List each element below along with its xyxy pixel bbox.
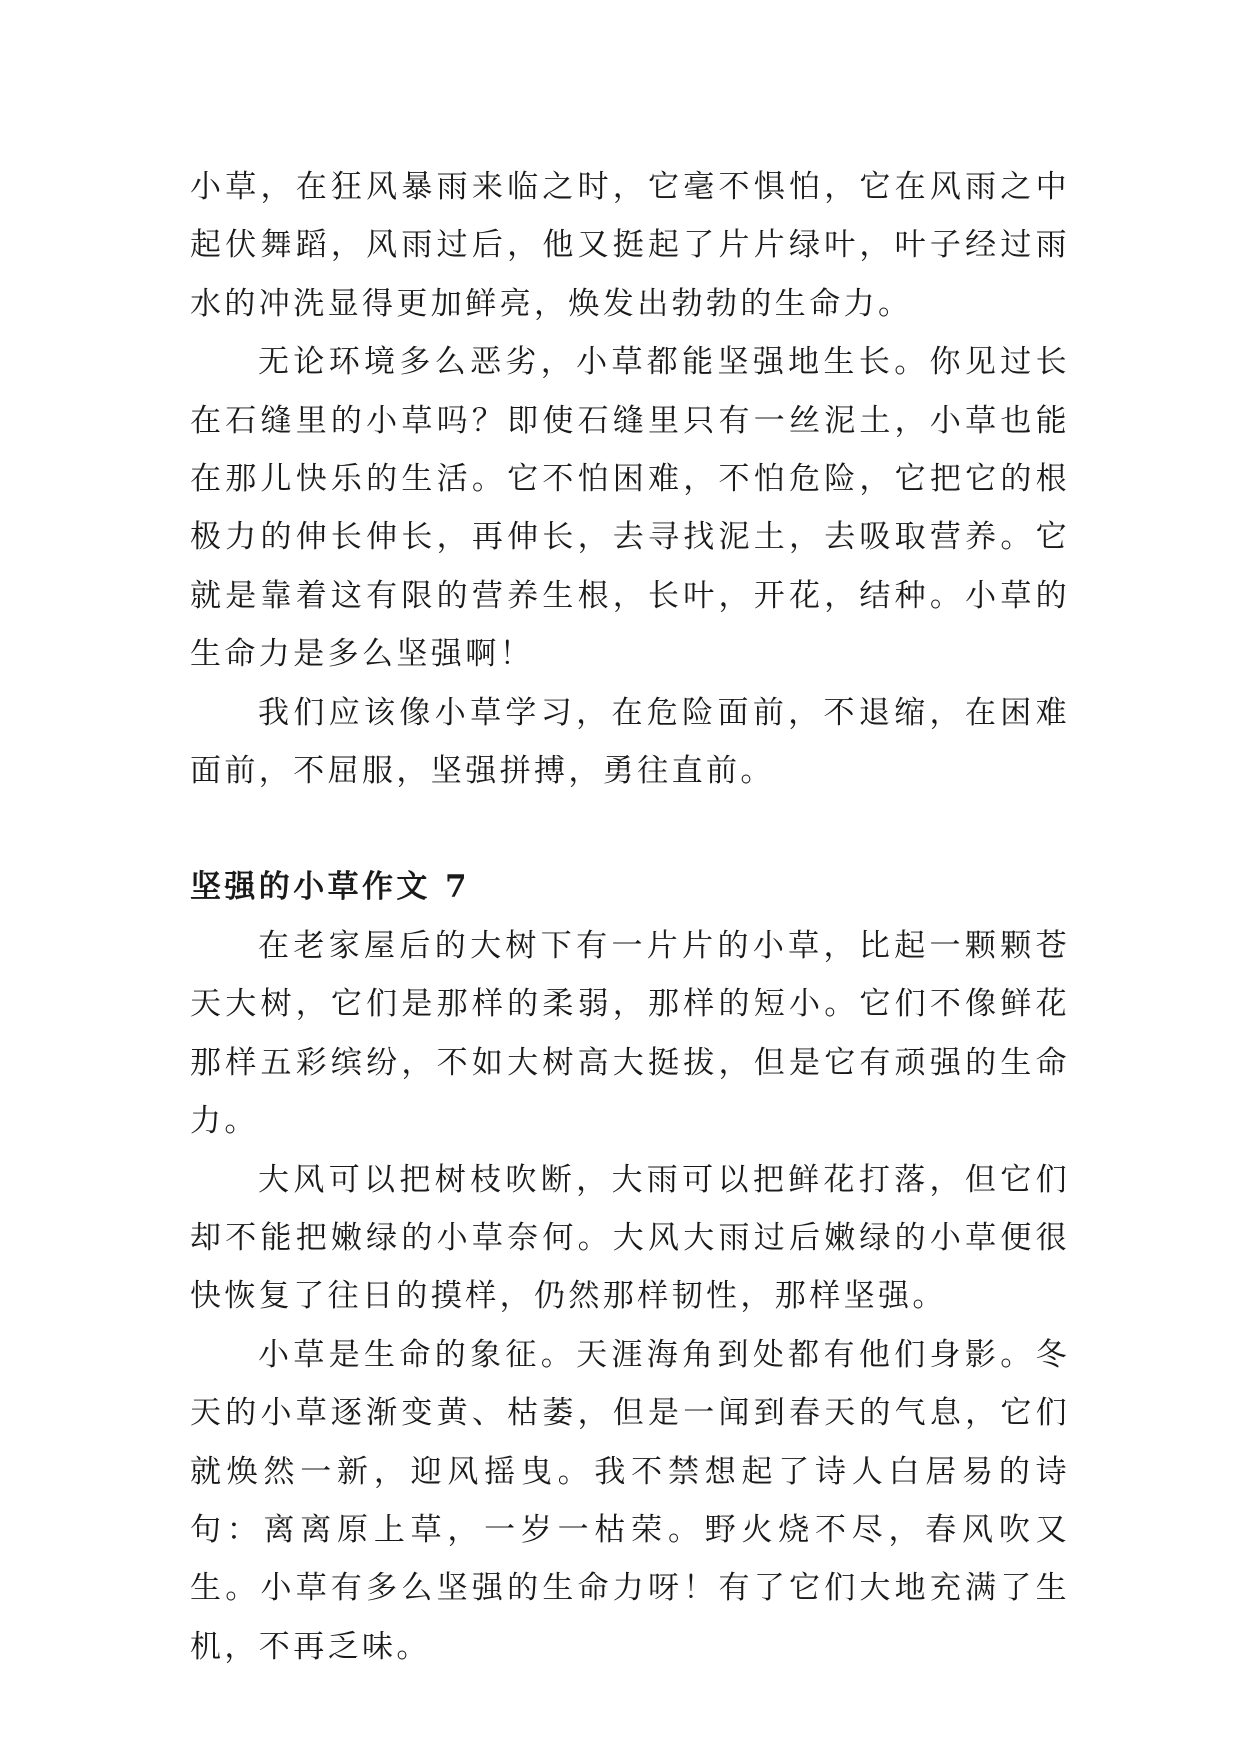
paragraph: 无论环境多么恶劣，小草都能坚强地生长。你见过长在石缝里的小草吗？即使石缝里只有一丝泥土，小草也能在那儿快乐的生活。它不怕困难，不怕危险，它把它的根极力的伸长伸长，再伸长，去寻找泥土，去吸取营养。它就是靠着这有限的营养生根，长叶，开花，结种。小草的生命力是多么坚强啊！ (190, 344, 1070, 673)
paragraph: 小草是生命的象征。天涯海角到处都有他们身影。冬天的小草逐渐变黄、枯萎，但是一闻到春天的气息，它们就焕然一新，迎风摇曳。我不禁想起了诗人白居易的诗句：离离原上草，一岁一枯荣。野火烧不尽，春风吹又生。小草有多么坚强的生命力呀！有了它们大地充满了生机，不再乏味。 (190, 1336, 1070, 1665)
section-heading: 坚强的小草作文 7 (190, 869, 470, 906)
paragraph: 我们应该像小草学习，在危险面前，不退缩，在困难面前，不屈服，坚强拼搏，勇往直前。 (190, 694, 1070, 790)
paragraph: 小草，在狂风暴雨来临之时，它毫不惧怕，它在风雨之中起伏舞蹈，风雨过后，他又挺起了片片绿叶，叶子经过雨水的冲洗显得更加鲜亮，焕发出勃勃的生命力。 (190, 169, 1070, 322)
paragraph: 在老家屋后的大树下有一片片的小草，比起一颗颗苍天大树，它们是那样的柔弱，那样的短小。它们不像鲜花那样五彩缤纷，不如大树高大挺拔，但是它有顽强的生命力。 (190, 927, 1070, 1140)
paragraph: 大风可以把树枝吹断，大雨可以把鲜花打落，但它们却不能把嫩绿的小草奈何。大风大雨过后嫩绿的小草便很快恢复了往日的摸样，仍然那样韧性，那样坚强。 (190, 1161, 1070, 1315)
document-page (190, 158, 1070, 1676)
